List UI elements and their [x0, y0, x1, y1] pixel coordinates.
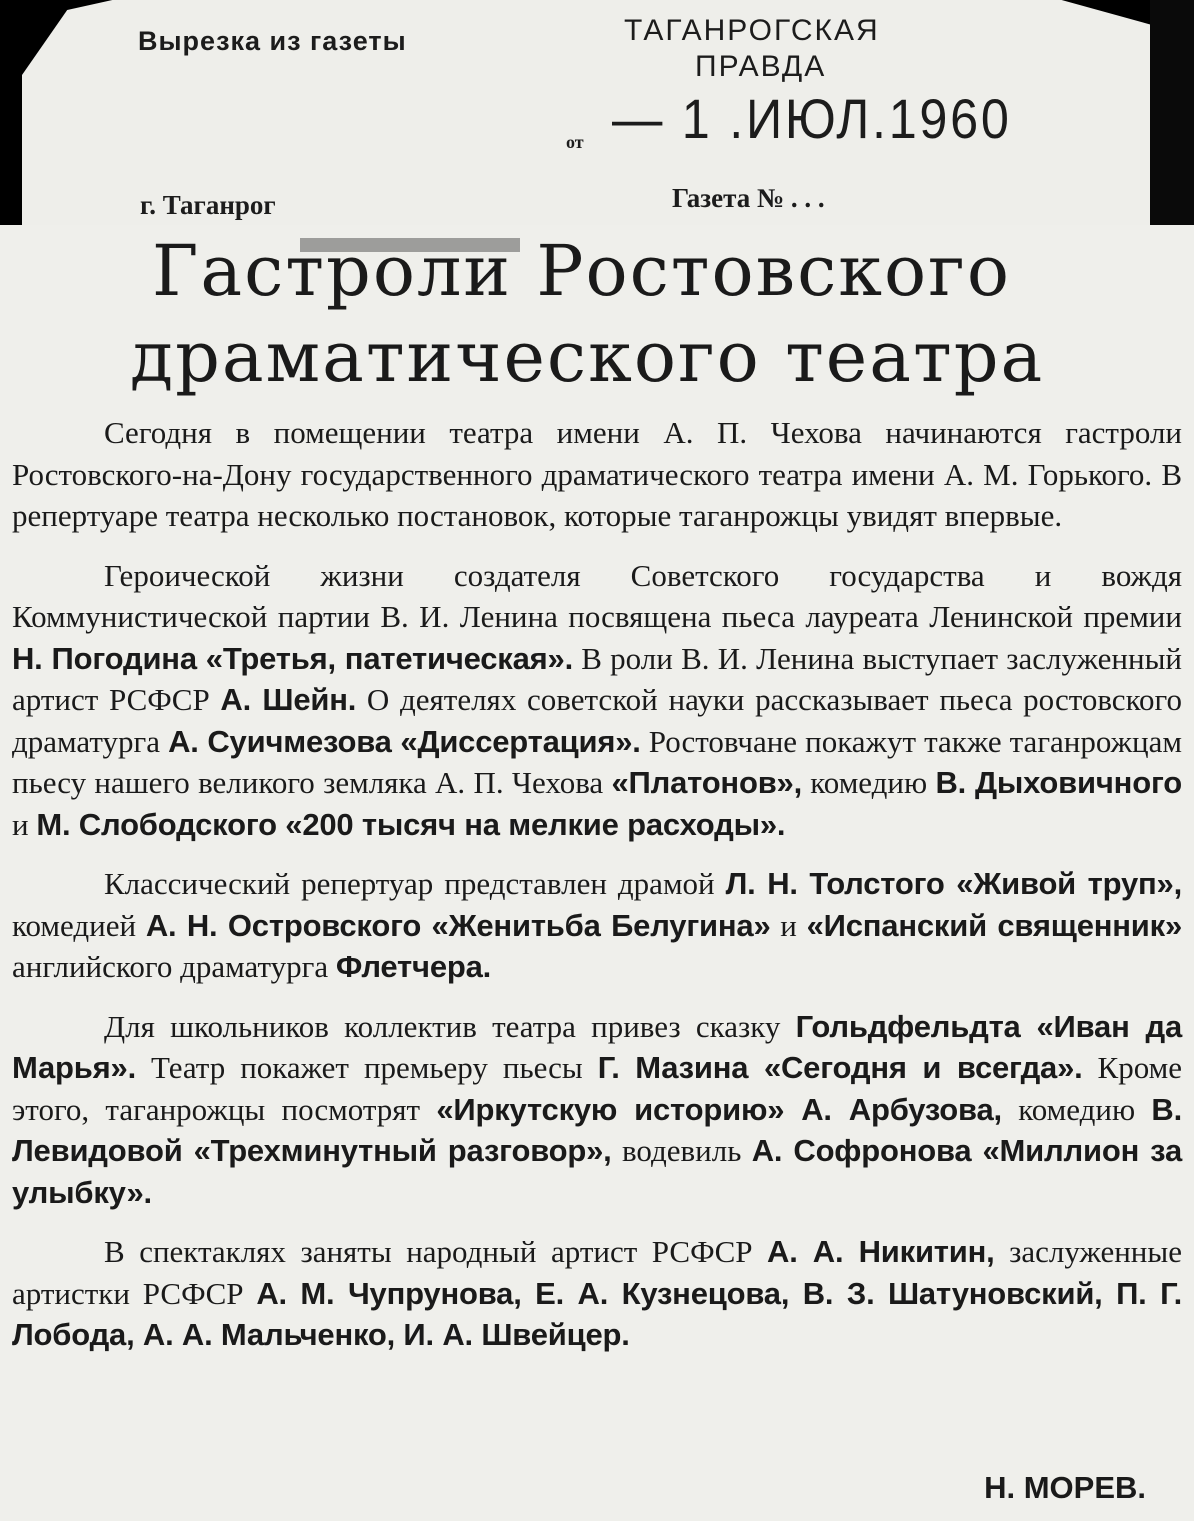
- paragraph-4: [12, 1006, 1182, 1214]
- bold-run: Г. Мазина «Сегодня и всегда».: [597, 1050, 1083, 1085]
- headline-line1: Гастроли Ростовского: [152, 230, 1011, 312]
- text-run: и: [12, 806, 37, 842]
- paragraph-5: [12, 1231, 1182, 1356]
- bold-run: «Иркутскую историю» А. Арбузова,: [436, 1091, 1002, 1127]
- paragraph-3: [12, 863, 1182, 988]
- background-edge: [1150, 0, 1194, 230]
- text-run: и: [770, 907, 807, 943]
- city-label: г. Таганрог: [140, 190, 276, 220]
- bold-run: А. Н. Островского «Женитьба Белугина»: [145, 907, 771, 943]
- bold-run: А. Суичмезова «Диссертация».: [168, 723, 641, 759]
- newspaper-name-line2: ПРАВДА: [695, 50, 827, 83]
- text-run: Ростовчане покажут также таганрожцам пьесу нашего великого земляка А. П. Чехова: [12, 723, 1182, 800]
- text-run: В роли В. И. Ленина выступает заслуженный артист РСФСР: [12, 640, 1182, 717]
- newspaper-number-label: Газета № . . .: [672, 183, 825, 213]
- text-run: комедию: [1001, 1091, 1152, 1127]
- text-run: английского драматурга: [12, 949, 336, 984]
- author-signature: Н. МОРЕВ.: [984, 1470, 1146, 1505]
- text-run: Сегодня в помещении театра имени А. П. Чехова начинаются гастроли Ростовского-на-Дону государственного драматического театра имени А. М. Горького. В репертуаре театра несколько постановок, которые таганрожцы увидят впервые.: [12, 415, 1182, 533]
- bold-run: А. А. Никитин,: [767, 1234, 995, 1269]
- bold-run: М. Слободского «200 тысяч на мелкие расходы».: [36, 806, 786, 842]
- headline-line2: драматического театра: [130, 316, 1045, 398]
- text-run: В спектаклях заняты народный артист РСФСР: [104, 1234, 768, 1269]
- article-body: [12, 412, 1182, 1374]
- text-run: Героической жизни создателя Советского государства и вождя Коммунистической партии В. И. Ленина посвящена пьеса лауреата Ленинской премии: [12, 557, 1182, 634]
- bold-run: А. Шейн.: [220, 682, 357, 717]
- bold-run: А. М. Чупрунова, Е. А. Кузнецова, В. З. Шатуновский, П. Г. Лобода, А. А. Мальченко, И. А. Швейцер.: [12, 1275, 1182, 1352]
- bold-run: В. Левидовой «Трехминутный разговор»,: [12, 1091, 1182, 1168]
- bold-run: «Испанский священник»: [806, 907, 1183, 943]
- bold-run: Флетчера.: [335, 949, 492, 984]
- paragraph-2: [12, 555, 1182, 846]
- bold-run: Н. Погодина «Третья, патетическая».: [12, 640, 573, 676]
- paragraph-1: [12, 412, 1182, 537]
- clip-label: Вырезка из газеты: [138, 26, 407, 56]
- text-run: комедией: [12, 907, 146, 943]
- bold-run: Гольдфельдта «Иван да Марья».: [12, 1008, 1183, 1085]
- text-run: заслуженные артистки РСФСР: [12, 1234, 1182, 1311]
- text-run: Театр покажет премьеру пьесы: [135, 1050, 598, 1085]
- bold-run: «Платонов»,: [611, 765, 803, 800]
- bold-run: В. Дыховичного: [935, 765, 1182, 800]
- bold-run: Л. Н. Толстого «Живой труп»,: [725, 866, 1182, 901]
- bold-run: А. Софронова «Миллион за улыбку».: [12, 1133, 1182, 1210]
- text-run: Для школьников коллектив театра привез сказку: [104, 1008, 796, 1044]
- stamped-date: — 1 .ИЮЛ.1960: [612, 87, 1012, 150]
- text-run: О деятелях советской науки рассказывает пьеса ростовского драматурга: [12, 682, 1182, 759]
- date-from-label: от: [566, 132, 584, 152]
- newspaper-name-line1: ТАГАНРОГСКАЯ: [624, 14, 880, 47]
- text-run: водевиль: [611, 1133, 752, 1168]
- text-run: Кроме этого, таганрожцы посмотрят: [12, 1050, 1182, 1127]
- text-run: Классический репертуар представлен драмой: [104, 866, 726, 901]
- text-run: комедию: [802, 765, 936, 800]
